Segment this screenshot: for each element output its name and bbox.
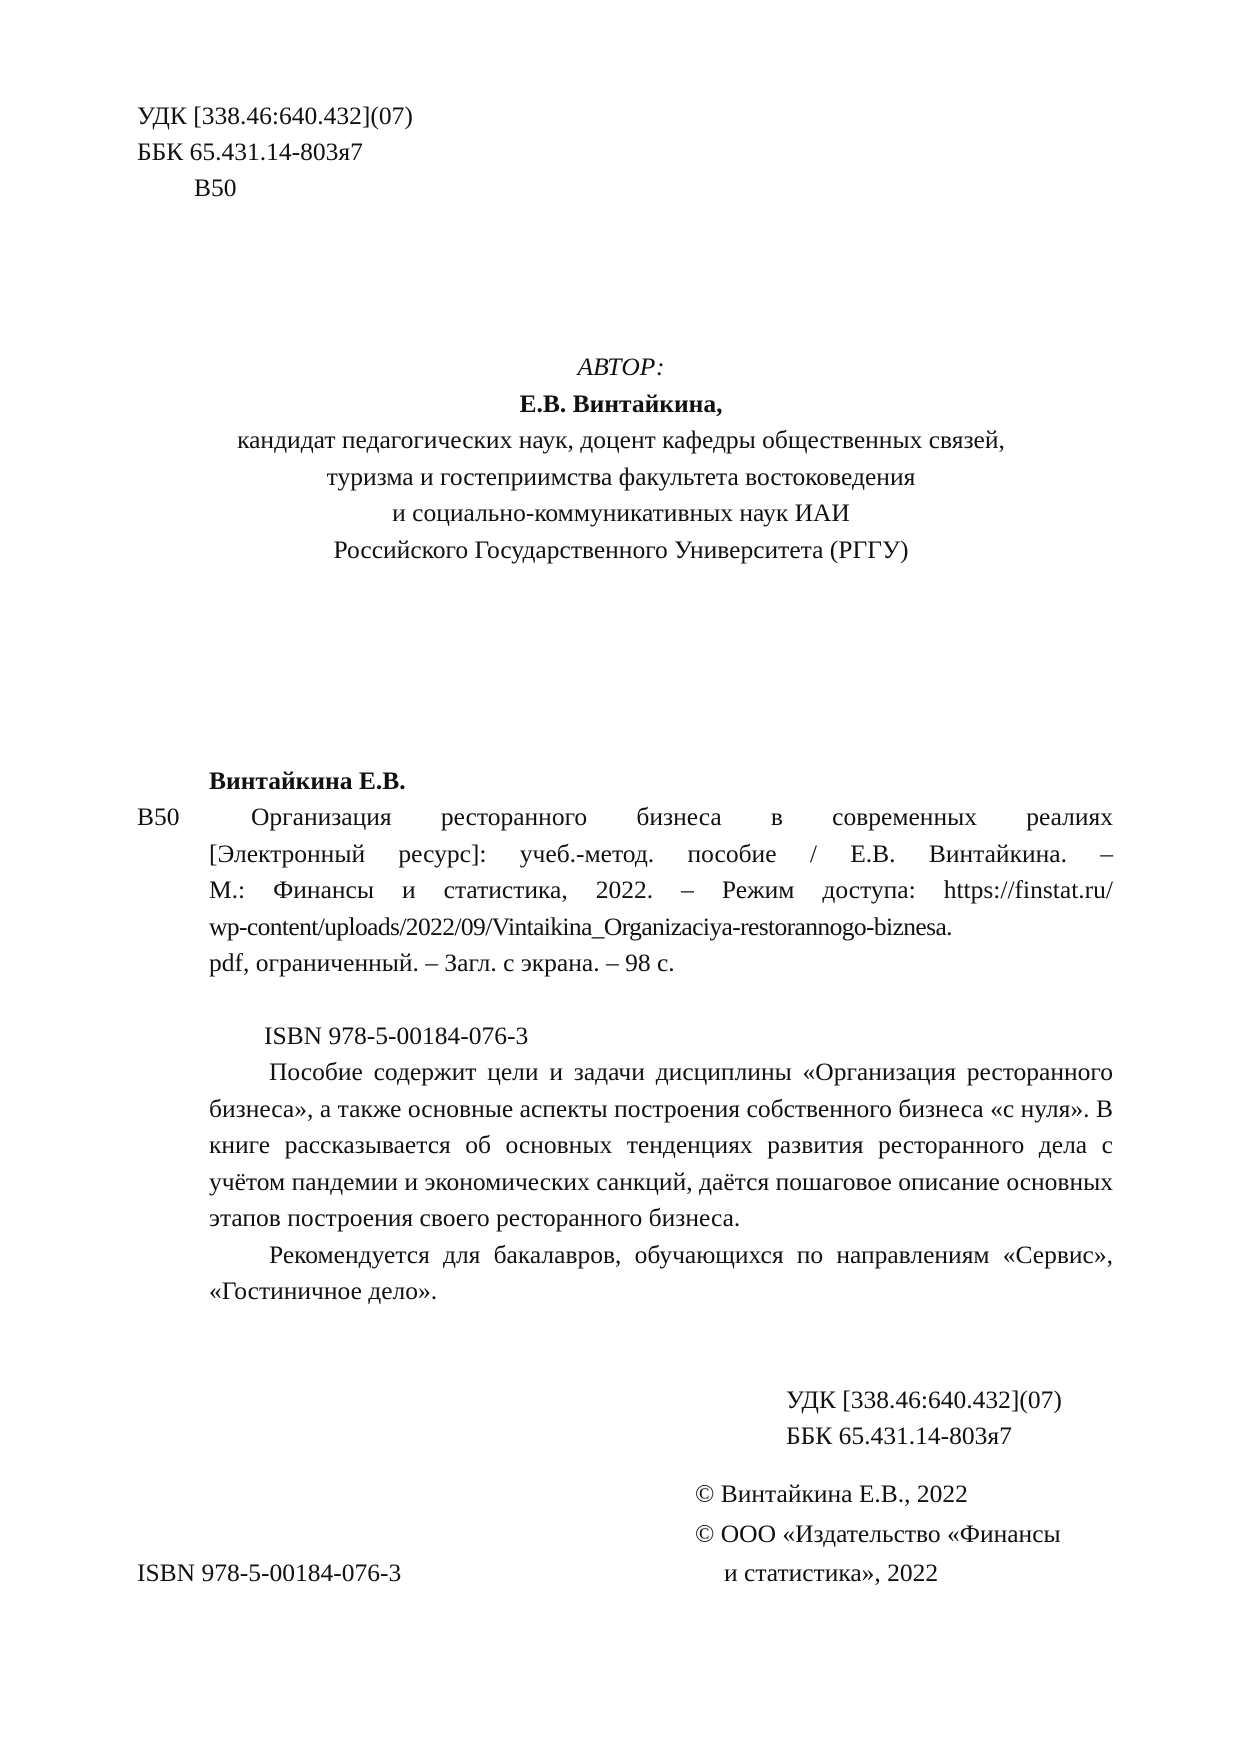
copyright-publisher-continued: и статистика», 2022 bbox=[724, 1558, 939, 1587]
header-author-code: В50 bbox=[194, 173, 237, 202]
abstract-paragraph: Пособие содержит цели и задачи дисциплины «Организация ресторанного бизнеса», а также основные аспекты построения собственного бизнеса «с нуля». В книге рассказывается об основных тенденциях развития ресторанного дела с учётом пандемии и экономических санкций, даётся пошаговое описание основных этапов построения своего ресторанного бизнеса. bbox=[209, 1057, 1113, 1232]
entry-line: wp-content/uploads/2022/09/Vintaikina_Organizaciya-restorannogo-biznesa. bbox=[209, 911, 952, 941]
header-bbk: ББК 65.431.14-803я7 bbox=[137, 137, 363, 166]
entry-line: pdf, ограниченный. – Загл. с экрана. – 98 с. bbox=[209, 948, 675, 977]
entry-description bbox=[209, 799, 1113, 982]
header-udk: УДК [338.46:640.432](07) bbox=[137, 101, 413, 130]
copyright-author: © Винтайкина Е.В., 2022 bbox=[695, 1479, 968, 1508]
abstract-paragraph: Рекомендуется для бакалавров, обучающихся по направлениям «Сервис», «Гостиничное дело». bbox=[209, 1239, 1113, 1305]
entry-code: В50 bbox=[137, 802, 180, 831]
author-affiliation-line: туризма и гостеприимства факультета востоковедения bbox=[326, 461, 916, 491]
entry-line: [Электронный ресурс]: учеб.-метод. пособие / Е.В. Винтайкина. – bbox=[209, 838, 1113, 868]
author-affiliation-line: и социально-коммуникативных наук ИАИ bbox=[392, 498, 850, 527]
entry-line: М.: Финансы и статистика, 2022. – Режим доступа: https://finstat.ru/ bbox=[209, 875, 1113, 904]
author-name: Е.В. Винтайкина, bbox=[519, 388, 723, 418]
footer-udk: УДК [338.46:640.432](07) bbox=[786, 1385, 1062, 1414]
author-label: АВТОР: bbox=[577, 352, 665, 381]
abstract bbox=[209, 1054, 1113, 1310]
author-block bbox=[150, 349, 1092, 568]
entry-line: Организация ресторанного бизнеса в современных реалиях bbox=[251, 802, 1113, 831]
footer-isbn: ISBN 978-5-00184-076-3 bbox=[137, 1558, 402, 1587]
author-affiliation-line: кандидат педагогических наук, доцент кафедры общественных связей, bbox=[237, 425, 1005, 454]
copyright-publisher: © ООО «Издательство «Финансы bbox=[695, 1519, 1061, 1548]
entry-isbn: ISBN 978-5-00184-076-3 bbox=[264, 1021, 529, 1050]
footer-bbk: ББК 65.431.14-803я7 bbox=[786, 1421, 1012, 1450]
author-affiliation-line: Российского Государственного Университета (РГГУ) bbox=[333, 534, 909, 564]
entry-author: Винтайкина Е.В. bbox=[209, 766, 406, 795]
